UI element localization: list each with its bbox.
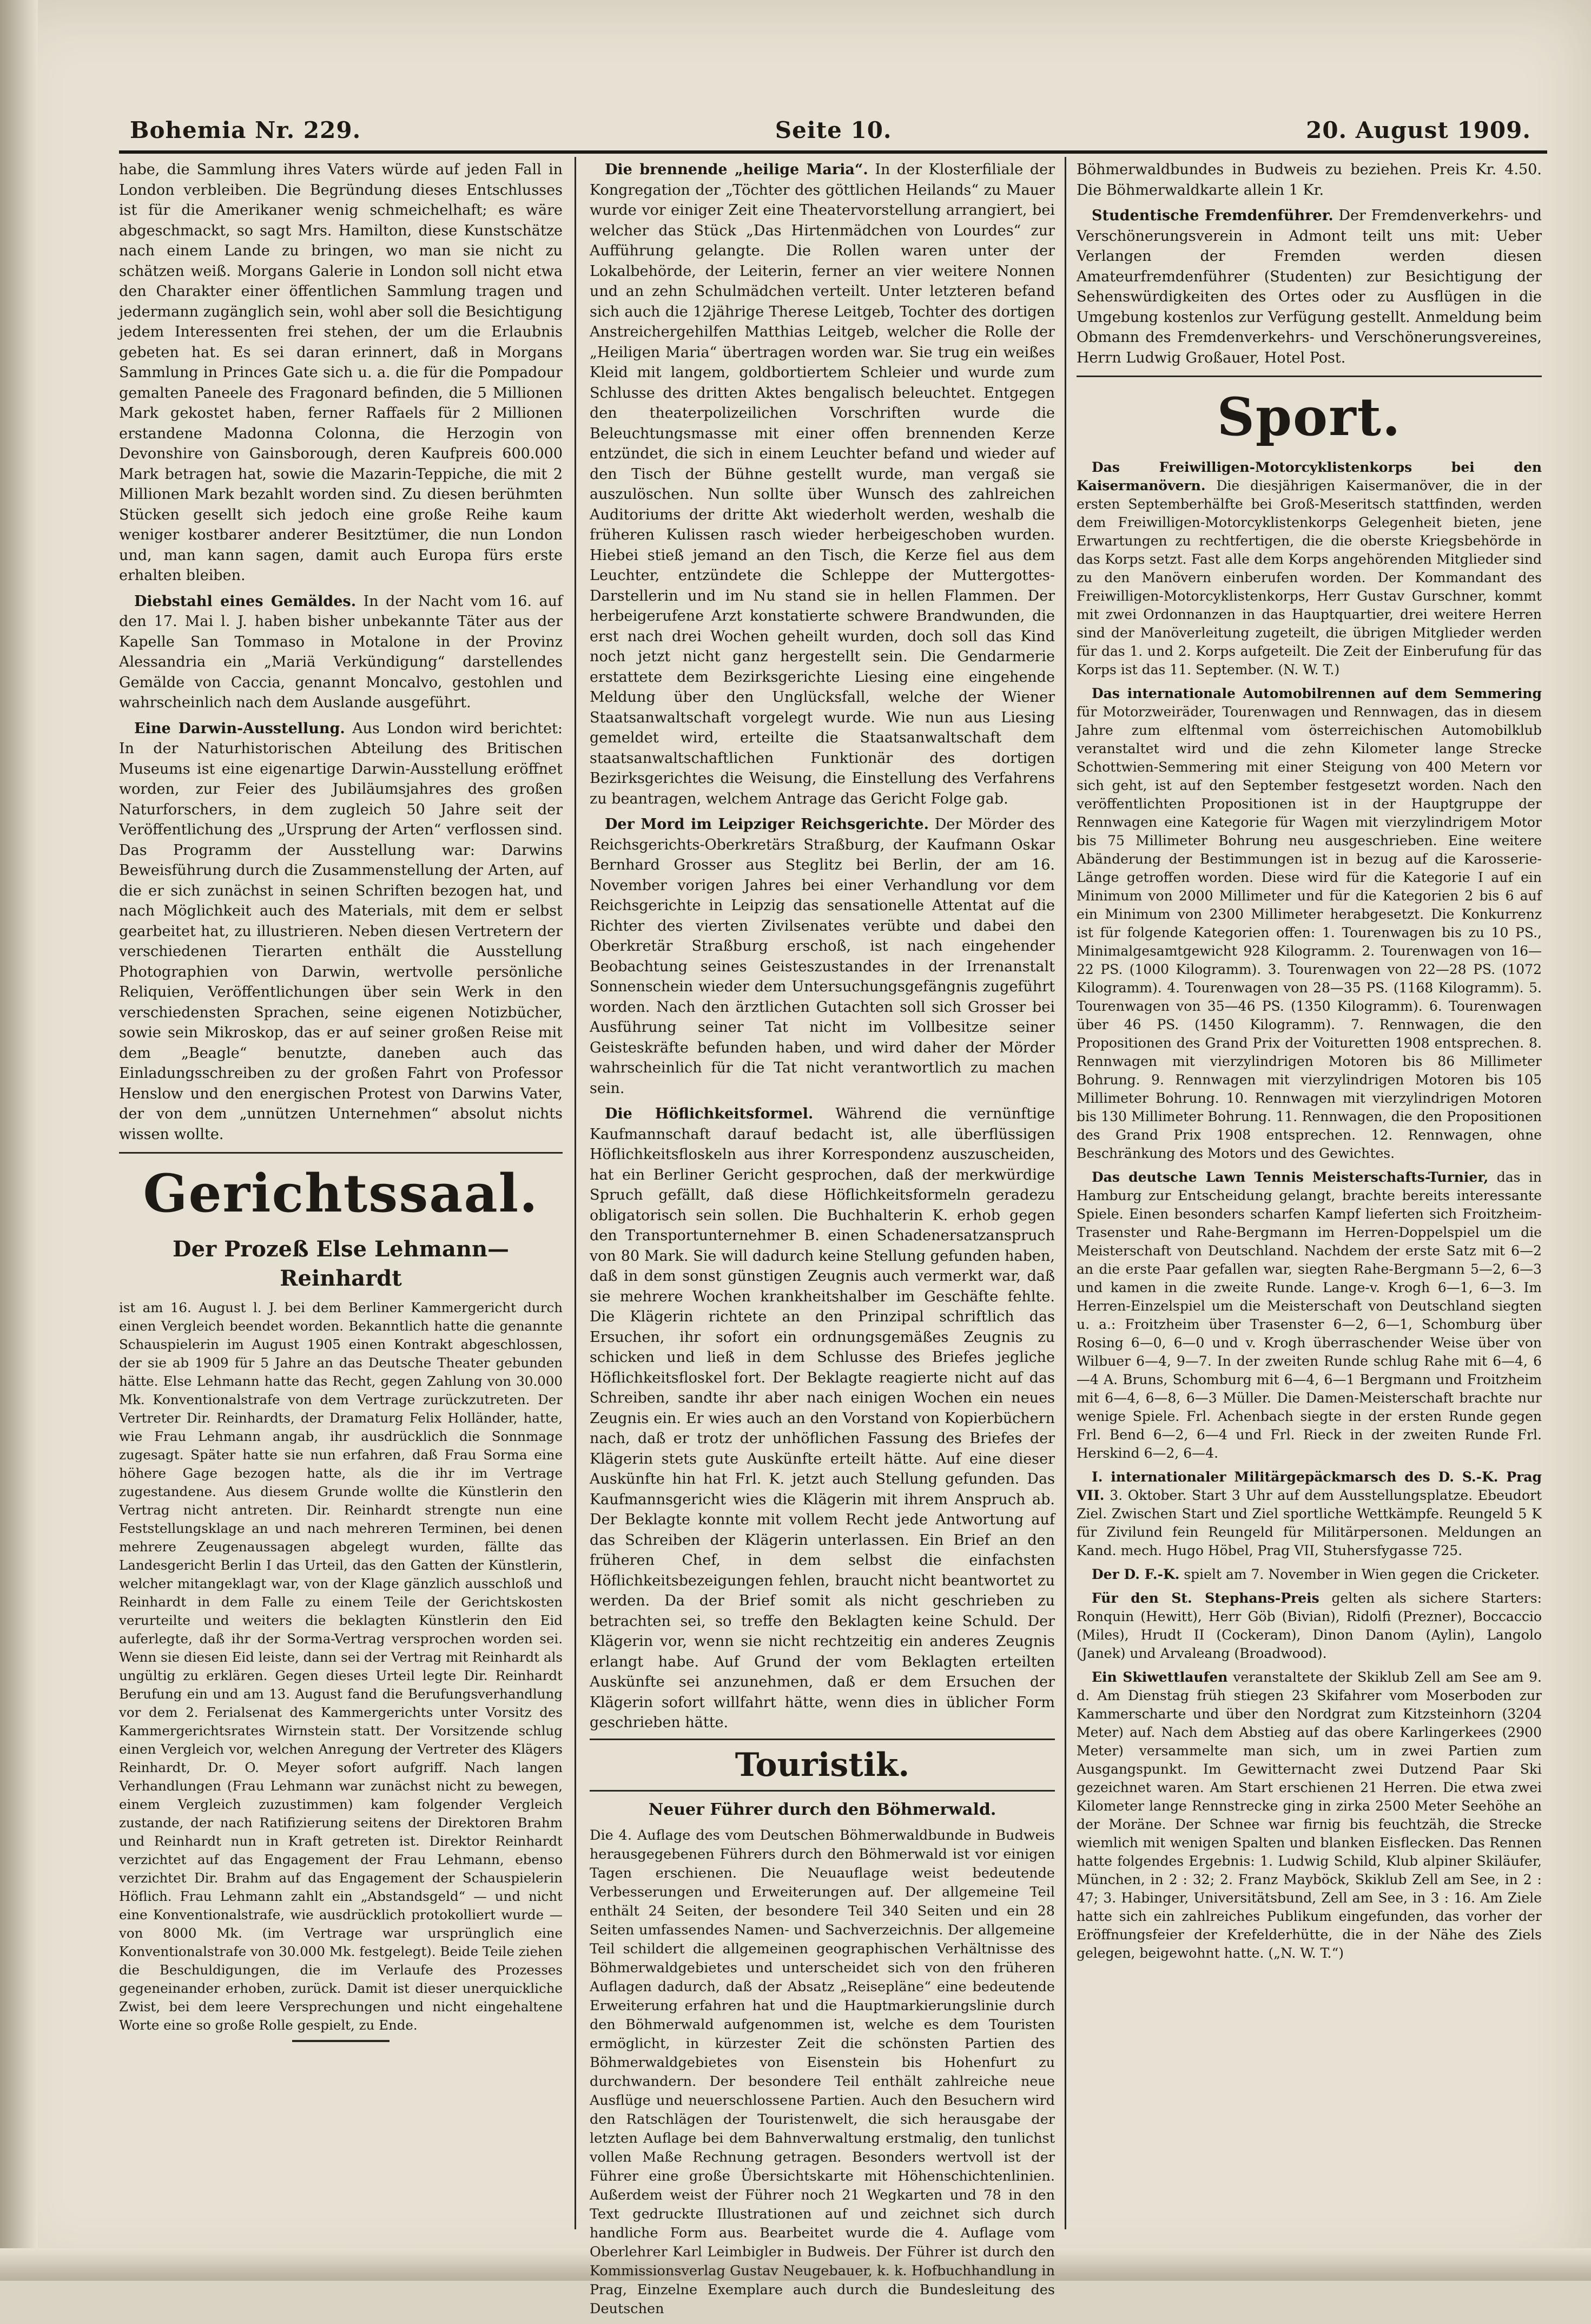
- article-body: für Motorzweiräder, Tourenwagen und Rennwagen, das in diesem Jahre zum elftenmal vom österreichischen Automobilklub veranstaltet wird und die zehn Kilometer lange Strecke Schottwien-Semmering mit einer Steigung von 400 Metern vor sich geht, ist auf den September festgesetzt worden. Nach den veröffentlichten Propositionen ist in der Hauptgruppe der Rennwagen eine Kategorie für Wagen mit vierzylindrigem Motor bis 75 Millimeter Bohrung neu ausgeschrieben. Eine weitere Abänderung der Bestimmungen ist in bezug auf die Karosserie-Länge getroffen worden. Diese wird für die Kategorie I auf ein Minimum von 2000 Millimeter und für die Kategorien 2 bis 6 auf ein Minimum von 2300 Millimeter herabgesetzt. Die Konkurrenz ist für folgende Kategorien offen: 1. Tourenwagen bis zu 10 PS., Minimalgesamtgewicht 928 Kilogramm. 2. Tourenwagen von 16—22 PS. (1000 Kilogramm). 3. Tourenwagen von 22—28 PS. (1072 Kilogramm). 4. Tourenwagen von 28—35 PS. (1168 Kilogramm). 5. Tourenwagen von 35—46 PS. (1350 Kilogramm). 6. Tourenwagen über 46 PS. (1450 Kilogramm). 7. Rennwagen, die den Propositionen des Grand Prix der Voituretten 1908 entsprechen. 8. Rennwagen mit vierzylindrigen Motoren bis 86 Millimeter Bohrung. 9. Rennwagen mit vierzylindrigen Motoren bis 105 Millimeter Bohrung. 10. Rennwagen mit vierzylindrigen Motoren bis 130 Millimeter Bohrung. 11. Rennwagen, die den Propositionen des Grand Prix 1908 entsprechen. 12. Rennwagen, ohne Beschränkung des Motors und des Gewichtes.: [1077, 704, 1542, 1161]
- header-issue: Bohemia Nr. 229.: [130, 116, 361, 143]
- article-body: Der Mörder des Reichsgerichts-Oberkretärs Straßburg, der Kaufmann Oskar Bernhard Grosser aus Steglitz bei Berlin, der am 16. November vorigen Jahres bei einer Verhandlung vor dem Reichsgerichte in Leipzig das sensationelle Attentat auf die Richter des vierten Zivilsenates verübte und dabei den Oberkretär Straßburg erschoß, ist nach eingehender Beobachtung seines Geisteszustandes in der Irrenanstalt Sonnenschein wieder dem Untersuchungsgefängnis zugeführt worden. Nach den ärztlichen Gutachten soll sich Grosser bei Ausführung seiner Tat nicht im Vollbesitze seiner Geisteskräfte befunden haben, und wird daher der Mörder wahrscheinlich für die Tat nicht verantwortlich zu machen sein.: [590, 816, 1055, 1097]
- article-body: spielt am 7. November in Wien gegen die Cricketer.: [1179, 1566, 1540, 1582]
- article-body: 3. Oktober. Start 3 Uhr auf dem Ausstellungsplatze. Ebeudort Ziel. Zwischen Start und Ziel sportliche Wettkämpfe. Reungeld 5 K für Zivilund fein Reungeld für Militärpersonen. Meldungen an Kand. mech. Hugo Höbel, Prag VII, Stuhersfygasse 725.: [1077, 1487, 1542, 1558]
- section-title-touristik: Touristik.: [735, 1746, 910, 1784]
- article-body: Während die vernünftige Kaufmannschaft darauf bedacht ist, alle überflüssigen Höflichkeitsfloskeln aus ihrer Korrespondenz auszuscheiden, hat ein Berliner Gericht gesprochen, daß der merkwürdige Spruch gefällt, daß diese Höflichkeitsformeln geradezu obligatorisch sein sollen. Die Buchhalterin K. erhob gegen den Transportunternehmer B. einen Schadenersatzanspruch von 80 Mark. Sie will dadurch keine Stellung gefunden haben, daß in dem sonst günstigen Zeugnis auch vermerkt war, daß sie mehrere Wochen krankheitshalber im Geschäfte fehlte. Die Klägerin richtete an den Prinzipal schriftlich das Ersuchen, ihr sofort ein ordnungsgemäßes Zeugnis zu schicken und ließ in dem Schlusse des Briefes jegliche Höflichkeitsfloskel fort. Der Beklagte reagierte nicht auf das Schreiben, sandte ihr aber nach einigen Wochen ein neues Zeugnis ein. Er wies auch an den Vorstand von Kopierbüchern nach, daß er trotz der unhöflichen Fassung des Briefes der Klägerin stets gute Auskünfte erteilt hätte. Auf eine dieser Auskünfte hin hat Frl. K. jetzt auch Stellung gefunden. Das Kaufmannsgericht wies die Klägerin mit ihrem Anspruch ab. Der Beklagte konnte mit vollem Recht jede Antwortung auf das Schreiben der Klägerin unterlassen. Ein Brief an den früheren Chef, in dem selbst die einfachsten Höflichkeitsbezeigungen fehlen, braucht nicht beantwortet zu werden. Da der Brief somit als nicht geschrieben zu betrachten sei, so treffe den Beklagten keine Schuld. Der Klägerin vor, wenn sie nicht rechtzeitig ein anderes Zeugnis erlangt habe. Auf Grund der vom Beklagten erteilten Auskünfte sei anzunehmen, daß er dem Ersuchen der Klägerin sofort willfahrt hätte, wenn dies in üblicher Form geschrieben hätte.: [590, 1105, 1055, 1731]
- end-rule: [292, 2040, 390, 2042]
- article-body: gelten als sichere Starters: Ronquin (Hewitt), Herr Göb (Bivian), Ridolfi (Prezner), Boccaccio (Miles), Hrudt II (Cockeram), Dinon Danom (Aylin), Langolo (Janek) und Arvaleang (Broadwood).: [1077, 1590, 1542, 1661]
- article-body: Der Fremdenverkehrs- und Verschönerungsverein in Admont teilt uns mit: Ueber Verlangen der Fremden werden diesen Amateurfremdenführer (Studenten) zur Besichtigung der Sehenswürdigkeiten des Ortes oder zu Ausflügen in die Umgebung kostenlos zur Verfügung gestellt. Anmeldung beim Obmann des Fremdenverkehrs- und Verschönerungsvereines, Herrn Ludwig Großauer, Hotel Post.: [1077, 207, 1542, 366]
- section-title-sport: Sport.: [1217, 386, 1402, 447]
- article-motorcyclists: [1077, 458, 1542, 679]
- article-lead: Das internationale Automobilrennen auf dem Semmering: [1092, 686, 1542, 701]
- article-lead: Studentische Fremdenführer.: [1092, 207, 1333, 224]
- article-military-march: [1077, 1468, 1542, 1560]
- article-headline-prozess: Der Prozeß Else Lehmann—Reinhardt: [172, 1236, 510, 1291]
- article-lead: Ein Skiwettlaufen: [1092, 1669, 1228, 1685]
- article-lead: Für den St. Stephans-Preis: [1092, 1590, 1319, 1606]
- article-tennis: [1077, 1168, 1542, 1463]
- article-lead: Das deutsche Lawn Tennis Meisterschafts-Turnier,: [1092, 1169, 1489, 1185]
- article-courtesy-formula: [590, 1104, 1055, 1733]
- article-lead: Der Mord im Leipziger Reichsgerichte.: [605, 816, 929, 833]
- article-lead: I. internationaler Militärgepäckmarsch des D. S.-K. Prag VII.: [1077, 1469, 1542, 1503]
- article-body: veranstaltete der Skiklub Zell am See am 9. d. Am Dienstag früh stiegen 23 Skifahrer vom Moserboden zur Kammerscharte und über den Nordgrat zum Kitzsteinhorn (3204 Meter) auf. Nach dem Abstieg auf das obere Karlingerkees (2900 Meter) versammelte man sich, um in zwei Partien zum Ausgangspunkt. Im Gewitternacht zwei Dutzend Paar Ski gezeichnet waren. Am Start erschienen 21 Herren. Die etwa zwei Kilometer lange Rennstrecke ging in zirka 2500 Meter Seehöhe an der Moräne. Der Schnee war firnig bis feuchtzäh, die Strecke wiemlich mit wenigen Spalten und blanken Eisflecken. Das Rennen hatte folgendes Ergebnis: 1. Ludwig Schild, Klub alpiner Skiläufer, München, in 2 : 32; 2. Franz Mayböck, Skiklub Zell am See, in 2 : 47; 3. Habinger, Universitätsbund, Zell am See, in 3 : 16. Am Ziele hatte sich ein zahlreiches Publikum eingefunden, das vorher der Eröffnungsfeier der Krefelderhütte, die in der Nähe des Ziels gelegen, beigewohnt hatte. („N. W. T.“): [1077, 1669, 1542, 1961]
- header-rule: [119, 150, 1547, 154]
- article-stephans-preis: [1077, 1589, 1542, 1663]
- article-lead: Eine Darwin-Ausstellung.: [134, 720, 345, 737]
- article-lead: Diebstahl eines Gemäldes.: [134, 592, 357, 610]
- column-1: [119, 160, 563, 2048]
- page-shadow-left: [0, 0, 38, 2281]
- article-semmering-race: [1077, 684, 1542, 1163]
- article-ski-race: [1077, 1668, 1542, 1963]
- article-body: In der Klosterfiliale der Kongregation der „Töchter des göttlichen Heilands“ zu Mauer wurde vor einiger Zeit eine Theatervorstellung arrangiert, bei welcher das Stück „Das Hirtenmädchen von Lourdes“ zur Aufführung gelangte. Die Rollen waren unter der Lokalbehörde, der Leiterin, ferner an vier weitere Nonnen und an zehn Schulmädchen verteilt. Unter letzteren befand sich auch die 12jährige Therese Leitgeb, Tochter des dortigen Anstreichergehilfen Matthias Leitgeb, welcher die Rolle der „Heiligen Maria“ übertragen worden war. Sie trug ein weißes Kleid mit langem, goldbortiertem Schleier und wurde zum Schlusse des dritten Aktes bengalisch beleuchtet. Entgegen den theaterpolizeilichen Vorschriften wurde die Beleuchtungsmasse mit einer offen brennenden Kerze entzündet, die sich in einem Leuchter befand und wieder auf den Tisch der Bühne gestellt wurde, man vergaß sie auszulöschen. Nun sollte über Wunsch des zahlreichen Auditoriums der dritte Akt wiederholt werden, weshalb die früheren Kulissen rasch wieder herbeigeschoben wurden. Hiebei stieß jemand an den Tisch, die Kerze fiel aus dem Leuchter, entzündete die Schleppe der Muttergottes-Darstellerin und im Nu stand sie in hellen Flammen. Der herbeigerufene Arzt konstatierte schwere Brandwunden, die erst nach drei Wochen geheilt wurden, doch soll das Kind noch jetzt nicht ganz hergestellt sein. Die Gendarmerie erstattete dem Bezirksgerichte Liesing eine eingehende Meldung über den Unglücksfall, welche der Wiener Staatsanwaltschaft vorgelegt wurde. Wie nun aus Liesing gemeldet wird, erteilte die Staatsanwaltschaft dem staatsanwaltschaftlichen Funktionär des dortigen Bezirksgerichtes die Weisung, die Einstellung des Verfahrens zu beantragen, welchem Antrage das Gericht Folge gab.: [590, 161, 1055, 807]
- article-body: Die diesjährigen Kaisermanöver, die in der ersten Septemberhälfte bei Groß-Meseritsch stattfinden, werden dem Freiwilligen-Motorcyklistenkorps Gelegenheit bieten, jene Erwartungen zu rechtfertigen, die die oberste Kriegsbehörde in das Korps setzt. Fast alle dem Korps angehörenden Mitglieder sind zu den Manövern einberufen worden. Der Kommandant des Freiwilligen-Motorcyklistenkorps, Herr Gustav Gurschner, kommt mit zwei Ordonnanzen in das Hauptquartier, drei weitere Herren sind der Manöverleitung zugeteilt, die übrigen Mitglieder werden für das 1. und 2. Korps aufgeteilt. Die Zeit der Einberufung für das Korps ist das 11. September. (N. W. T.): [1077, 478, 1542, 677]
- header-page-number: Seite 10.: [775, 116, 892, 143]
- page-header: [130, 111, 1531, 149]
- article-lead: Der D. F.-K.: [1092, 1566, 1180, 1582]
- article-painting-theft: [119, 591, 563, 713]
- article-lead: Das Freiwilligen-Motorcyklistenkorps bei den Kaisermanövern.: [1077, 459, 1542, 493]
- section-title-gerichtssaal: Gerichtssaal.: [143, 1163, 539, 1224]
- article-body: Aus London wird berichtet: In der Naturhistorischen Abteilung des Britischen Museums ist eine eigenartige Darwin-Ausstellung eröffnet worden, zur Feier des Jubiläumsjahres des großen Naturforschers, in dem zugleich 50 Jahre seit der Veröffentlichung des „Ursprung der Arten“ verflossen sind. Das Programm der Ausstellung war: Darwins Beweisführung durch die Zusammenstellung der Arten, auf die er sich zunächst in seinen Schriften bezogen hat, und nach Möglichkeit auch des Materials, mit dem er selbst gearbeitet hat, zu illustrieren. Neben diesen Vertretern der verschiedenen Tierarten enthält die Ausstellung Photographien von Darwin, wertvolle persönliche Reliquien, Veröffentlichungen über sein Werk in den verschiedensten Sprachen, seine eigenen Notizbücher, sowie sein Mikroskop, das er auf seiner großen Reise mit dem „Beagle“ benutzte, daneben auch das Einladungsschreiben zu der großen Fahrt von Professor Henslow und den energischen Protest von Darwins Vater, der von dem „unnützen Unternehmen“ absolut nichts wissen wollte.: [119, 720, 563, 1143]
- header-date: 20. August 1909.: [1306, 116, 1531, 143]
- article-boehmerwald-guide: Die 4. Auflage des vom Deutschen Böhmerwaldbunde in Budweis herausgegebenen Führers durch den Böhmerwald ist vor einigen Tagen erschienen. Die Neuauflage weist bedeutende Verbesserungen und Erweiterungen auf. Der allgemeine Teil enthält 24 Seiten, der besondere Teil 340 Seiten und ein 28 Seiten umfassendes Namen- und Sachverzeichnis. Der allgemeine Teil schildert die allgemeinen geographischen Verhältnisse des Böhmerwaldgebietes und unterscheidet sich von den früheren Auflagen dadurch, daß der Absatz „Reisepläne“ eine bedeutende Erweiterung erfahren hat und die Hauptmarkierungslinie durch den Böhmerwald aufgenommen ist, welche es dem Touristen ermöglicht, in kürzester Zeit die schönsten Partien des Böhmerwaldgebietes von Eisenstein bis Hohenfurt zu durchwandern. Der besondere Teil enthält zahlreiche neue Ausflüge und neuerschlossene Partien. Auch den Besuchern wird den Ratschlägen der Touristenwelt, die sich herausgabe der letzten Auflage bei dem Bahnverwaltung erstmalig, den tunlichst vollen Maße Rechnung getragen. Besonders wertvoll ist der Führer eine große Übersichtskarte mit Höhenschichtenlinien. Außerdem weist der Führer noch 21 Wegkarten und 78 in den Text gedruckte Illustrationen auf und zeichnet sich durch handliche Form aus. Bearbeitet wurde die 4. Auflage vom Oberlehrer Karl Leimbigler in Budweis. Der Führer ist durch den Kommissionsverlag Gustav Neugebauer, k. k. Hofbuchhandlung in Prag, Einzelne Exemplare auch durch die Bundesleitung des Deutschen: [590, 1827, 1055, 2317]
- article-guide-continued: Böhmerwaldbundes in Budweis zu beziehen. Preis Kr. 4.50. Die Böhmerwaldkarte allein 1 Kr.: [1077, 161, 1542, 199]
- article-lehmann-reinhardt: ist am 16. August l. J. bei dem Berliner Kammergericht durch einen Vergleich beendet worden. Bekanntlich hatte die genannte Schauspielerin im August 1905 einen Kontrakt abgeschlossen, der sie ab 1909 für 5 Jahre an das Deutsche Theater gebunden hätte. Else Lehmann hatte das Recht, gegen Zahlung von 30.000 Mk. Konventionalstrafe von dem Vertrage zurückzutreten. Der Vertreter Dir. Reinhardts, der Dramaturg Felix Holländer, hatte, wie Frau Lehmann angab, ihr ausdrücklich die Sonnmage zugesagt. Später hatte sie nun erfahren, daß Frau Sorma eine höhere Gage bezogen hatte, als die ihr im Vertrage zugestandene. Aus diesem Grunde wollte die Künstlerin den Vertrag nicht antreten. Dir. Reinhardt strengte nun eine Feststellungsklage an und nach mehreren Terminen, bei denen mehrere Zeugenaussagen abgelegt wurden, fällte das Landesgericht Berlin I das Urteil, das den Gatten der Künstlerin, welcher mitangeklagt war, von der Klage gänzlich ausschloß und Reinhardt in dem Falle zu einem Teile der Gerichtskosten verurteilte und weiters die beklagten Künstlerin den Eid auferlegte, daß ihr der Sorma-Vertrag versprochen worden sei. Wenn sie diesen Eid leiste, dann sei der Vertrag mit Reinhardt als ungültig zu erklären. Gegen dieses Urteil legte Dir. Reinhardt Berufung ein und am 13. August fand die Berufungsverhandlung vor dem 2. Ferialsenat des Kammergerichts unter Vorsitz des Kammergerichtsrates Wirnstein statt. Der Vorsitzende schlug einen Vergleich vor, welchen Anregung der Vertreter des Klägers Reinhardt, Dr. O. Meyer sofort aufgriff. Nach langen Verhandlungen (Frau Lehmann war zunächst nicht zu bewegen, einem Vergleich zuzustimmen) kam folgender Vergleich zustande, der nach Ratifizierung seitens der Direktoren Brahm und Reinhardt nun in Kraft getreten ist. Direktor Reinhardt verzichtet auf das Engagement der Frau Lehmann, ebenso verzichtet Dir. Brahm auf das Engagement der Schauspielerin Höflich. Frau Lehmann zahlt ein „Abstandsgeld“ — und nicht eine Konventionalstrafe, wie ausdrücklich protokolliert wurde — von 8000 Mk. (im Vertrage war ursprünglich eine Konventionalstrafe von 30.000 Mk. festgelegt). Beide Teile ziehen die Beschuldigungen, die im Verlaufe des Prozesses gegeneinander erhoben, zurück. Damit ist dieser unerquickliche Zwist, bei dem leere Versprechungen und nicht eingehaltene Worte eine so große Rolle gespielt, zu Ende.: [119, 1300, 563, 2033]
- section-divider: [119, 1152, 563, 1154]
- article-student-guides: [1077, 206, 1542, 368]
- article-headline-guide: Neuer Führer durch den Böhmerwald.: [648, 1800, 996, 1819]
- article-body: In der Nacht vom 16. auf den 17. Mai l. J. haben bisher unbekannte Täter aus der Kapelle San Tommaso in Motalone in der Provinz Alessandria ein „Mariä Verkündigung“ darstellendes Gemälde von Caccia, genannt Moncalvo, gestohlen und wahrscheinlich nach dem Auslande ausgeführt.: [119, 592, 563, 711]
- article-darwin-exhibition: [119, 719, 563, 1145]
- section-box: [590, 1739, 1055, 1792]
- column-3: [1077, 160, 1542, 1968]
- column-rule-1: [575, 157, 576, 2229]
- article-body: das in Hamburg zur Entscheidung gelangt, brachte bereits interessante Spiele. Einen besonders scharfen Kampf lieferten sich Froitzheim-Trasenster und Rahe-Bergmann im Herren-Doppelspiel um die Meisterschaft von Deutschland. Nachdem der erste Satz mit 6—2 an die erste Paar gefallen war, siegten Rahe-Bergmann 5—2, 6—3 und kamen in die zweite Runde. Lange-v. Krogh 6—1, 6—3. Im Herren-Einzelspiel um die Meisterschaft von Deutschland siegten u. a.: Froitzheim über Trasenster 6—2, 6—1, Schomburg über Rosing 6—0, 6—0 und v. Krogh überraschender Weise über von Wilbuer 6—4, 9—7. In der zweiten Runde schlug Rahe mit 6—4, 6—4 A. Bruns, Schomburg mit 6—4, 6—1 Bergmann und Froitzheim mit 6—4, 6—8, 6—3 Müller. Die Damen-Meisterschaft brachte nur wenige Spiele. Frl. Achenbach siegte in der ersten Runde gegen Frl. Bend 6—2, 6—4 und Frl. Rieck in der zweiten Runde Frl. Herskind 6—2, 6—4.: [1077, 1169, 1542, 1461]
- article-dfk: [1077, 1565, 1542, 1584]
- article-burning-maria: [590, 160, 1055, 809]
- column-rule-2: [1065, 157, 1066, 2229]
- article-lead: Die brennende „heilige Maria“.: [605, 161, 868, 178]
- article-morgan-collection: habe, die Sammlung ihres Vaters würde auf jeden Fall in London verbleiben. Die Begründung dieses Entschlusses ist für die Amerikaner wenig schmeichelhaft; es wäre abgeschmackt, so sagt Mrs. Hamilton, diese Kunstschätze nach einem Lande zu bringen, wo man sie nicht zu schätzen weiß. Morgans Galerie in London soll nicht etwa den Charakter einer öffentlichen Sammlung tragen und jedermann zugänglich sein, wohl aber soll die Besichtigung jedem Interessenten frei stehen, der um die Erlaubnis gebeten hat. Es sei daran erinnert, daß in Morgans Sammlung in Princes Gate sich u. a. die für die Pompadour gemalten Paneele des Fragonard befinden, die 5 Millionen Mark gekostet haben, ferner Raffaels für 2 Millionen erstandene Madonna Colonna, die Herzogin von Devonshire von Gainsborough, deren Kaufpreis 600.000 Mark betragen hat, sowie die Mazarin-Teppiche, die mit 2 Millionen Mark bezahlt worden sind. Zu diesen berühmten Stücken gesellt sich jedoch eine große Reihe kaum weniger kostbarer anderer Besitztümer, die nun London und, man kann sagen, damit auch Europa fürs erste erhalten bleiben.: [119, 161, 563, 584]
- article-lead: Die Höflichkeitsformel.: [605, 1105, 814, 1122]
- section-divider: [1077, 376, 1542, 377]
- article-leipzig-murder: [590, 814, 1055, 1098]
- column-2: [590, 160, 1055, 2324]
